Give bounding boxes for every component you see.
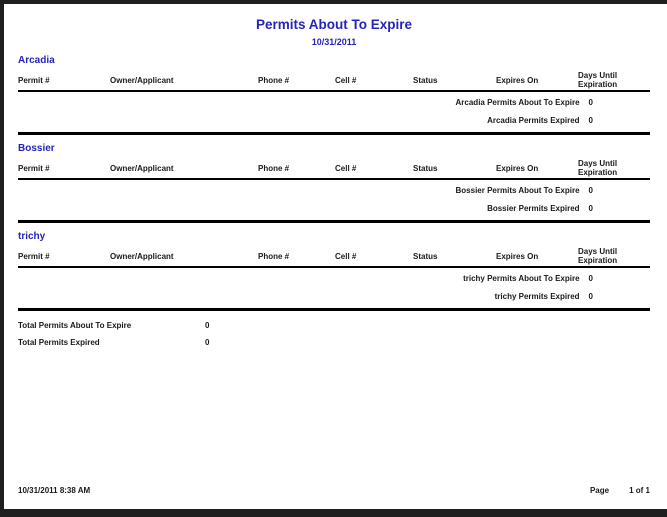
summary-label: Arcadia Permits About To Expire: [455, 98, 580, 107]
total-value: 0: [205, 321, 210, 330]
column-header-owner: Owner/Applicant: [110, 163, 174, 173]
summary-value: 0: [588, 274, 593, 283]
header-rule: [18, 178, 650, 180]
summary-value: 0: [588, 204, 593, 213]
grand-totals: [18, 317, 650, 351]
report-footer: [18, 486, 650, 495]
section-end-rule: [18, 132, 650, 135]
window-bottom-bar: [0, 509, 667, 517]
header-rule: [18, 90, 650, 92]
column-header-phone: Phone #: [258, 75, 290, 85]
column-header-days-until: Days Until Expiration: [578, 158, 618, 177]
section-arcadia: [18, 55, 650, 135]
column-header-status: Status: [413, 75, 438, 85]
summary-label: trichy Permits Expired: [494, 292, 580, 301]
page-value: 1 of 1: [629, 486, 650, 495]
column-header-days-until: Days Until Expiration: [578, 246, 618, 265]
footer-page-info: [590, 486, 650, 495]
page-label: Page: [589, 486, 610, 495]
section-trichy: [18, 231, 650, 311]
section-name: Arcadia: [18, 55, 55, 66]
total-expired-row: [18, 334, 650, 351]
section-bossier: [18, 143, 650, 223]
column-header-expires: Expires On: [496, 75, 539, 85]
report-title: Permits About To Expire: [255, 17, 413, 32]
column-header-permit: Permit #: [18, 75, 50, 85]
summary-label: Bossier Permits Expired: [487, 204, 580, 213]
column-header-cell: Cell #: [335, 251, 357, 261]
column-header-phone: Phone #: [258, 163, 290, 173]
column-header-cell: Cell #: [335, 163, 357, 173]
header-rule: [18, 266, 650, 268]
summary-about-to-expire: [18, 183, 650, 198]
summary-value: 0: [588, 116, 593, 125]
footer-timestamp: 10/31/2011 8:38 AM: [18, 486, 91, 495]
column-header-row: [18, 158, 650, 178]
column-header-permit: Permit #: [18, 251, 50, 261]
window-left-edge: [0, 0, 4, 517]
total-label: Total Permits Expired: [18, 338, 100, 347]
total-value: 0: [205, 338, 210, 347]
summary-label: trichy Permits About To Expire: [463, 274, 580, 283]
column-header-cell: Cell #: [335, 75, 357, 85]
summary-value: 0: [588, 292, 593, 301]
column-header-phone: Phone #: [258, 251, 290, 261]
summary-label: Bossier Permits About To Expire: [455, 186, 580, 195]
column-header-owner: Owner/Applicant: [110, 251, 174, 261]
total-label: Total Permits About To Expire: [18, 321, 132, 330]
section-end-rule: [18, 308, 650, 311]
report-date: 10/31/2011: [311, 37, 357, 47]
column-header-expires: Expires On: [496, 163, 539, 173]
column-header-row: [18, 70, 650, 90]
column-header-owner: Owner/Applicant: [110, 75, 174, 85]
summary-value: 0: [588, 186, 593, 195]
summary-value: 0: [588, 98, 593, 107]
report-body: [18, 4, 650, 351]
section-name: Bossier: [18, 143, 55, 154]
section-end-rule: [18, 220, 650, 223]
column-header-expires: Expires On: [496, 251, 539, 261]
summary-about-to-expire: [18, 271, 650, 286]
summary-expired: [18, 113, 650, 128]
column-header-permit: Permit #: [18, 163, 50, 173]
section-name: trichy: [18, 231, 46, 242]
summary-expired: [18, 289, 650, 304]
summary-about-to-expire: [18, 95, 650, 110]
total-about-to-expire-row: [18, 317, 650, 334]
column-header-row: [18, 246, 650, 266]
column-header-days-until: Days Until Expiration: [578, 70, 618, 89]
column-header-status: Status: [413, 251, 438, 261]
summary-label: Arcadia Permits Expired: [487, 116, 580, 125]
column-header-status: Status: [413, 163, 438, 173]
summary-expired: [18, 201, 650, 216]
